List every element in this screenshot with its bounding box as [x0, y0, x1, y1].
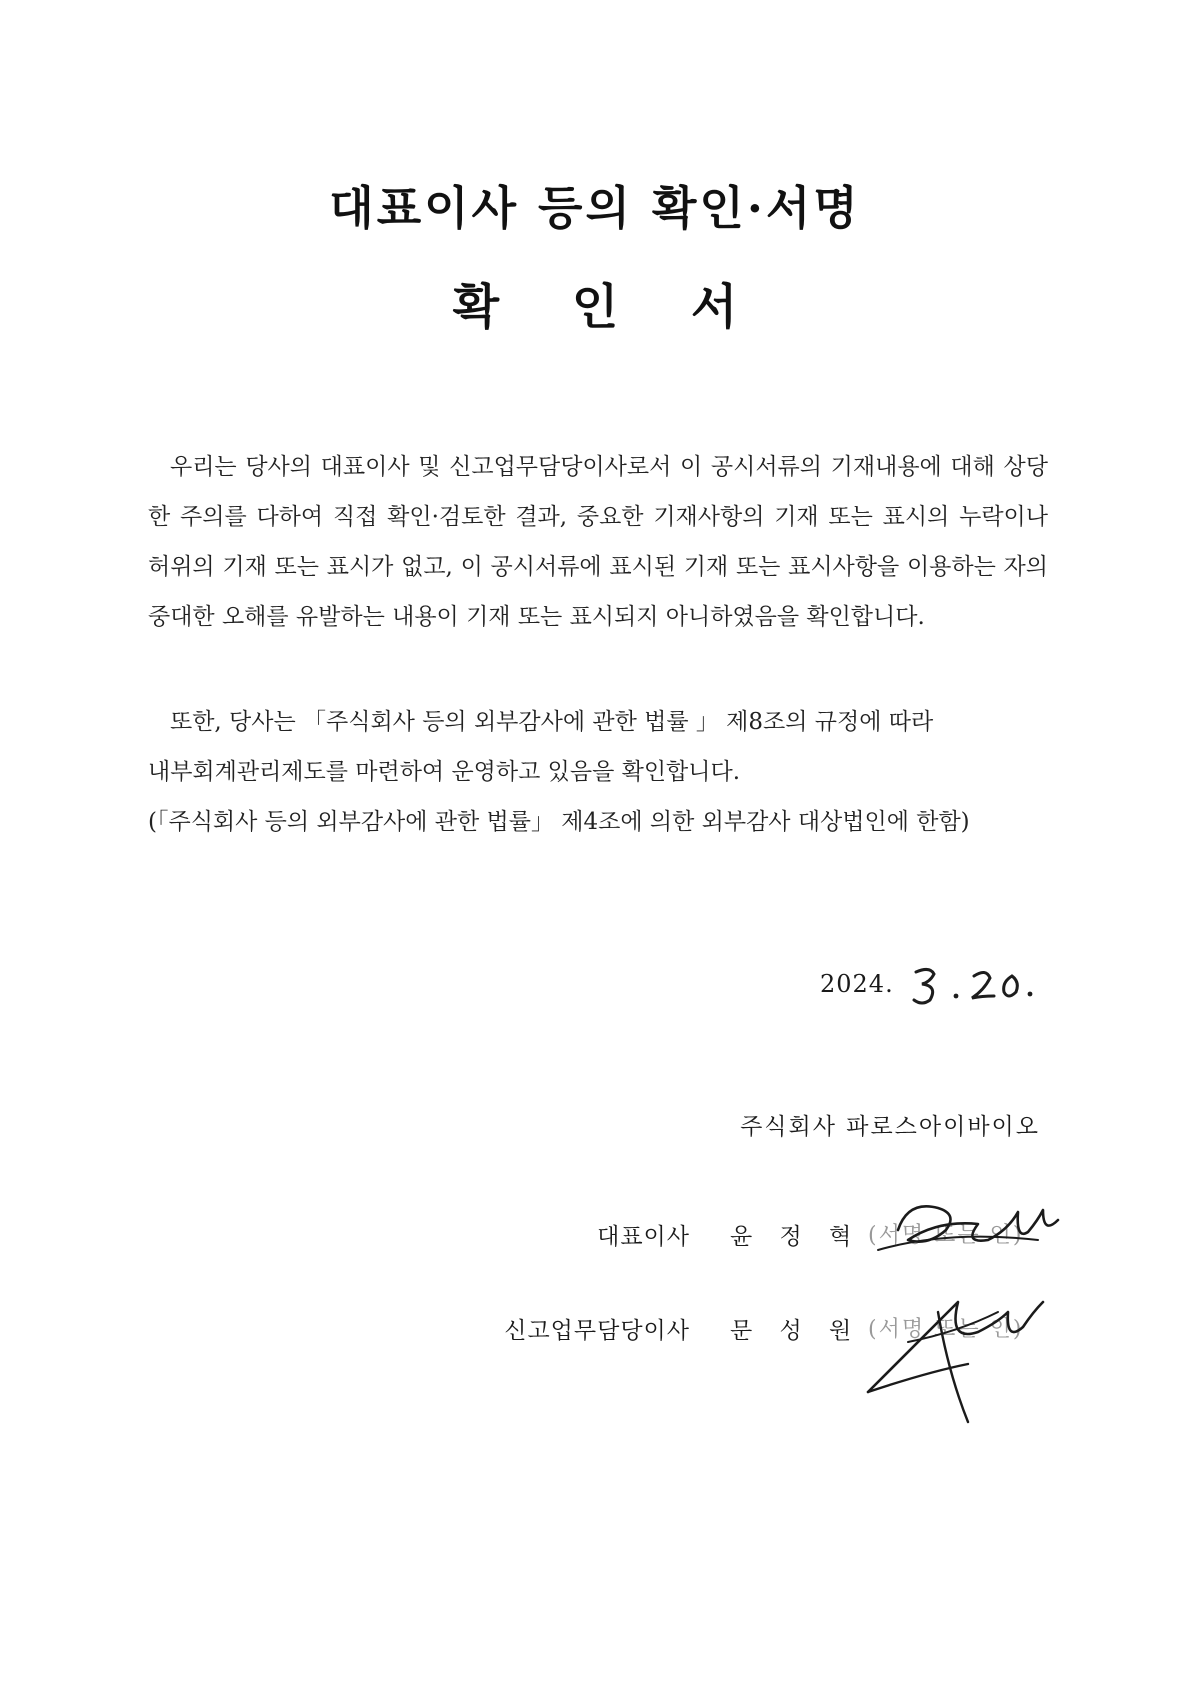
signer-role: 대표이사 [597, 1224, 690, 1250]
signer-name: 윤 정 혁 [730, 1224, 862, 1250]
signer-name: 문 성 원 [730, 1318, 862, 1344]
paragraph2-line2: 내부회계관리제도를 마련하여 운영하고 있음을 확인합니다. [148, 759, 741, 785]
company-name: 주식회사 파로스아이바이오 [740, 1114, 1040, 1140]
handwritten-date [908, 960, 1038, 1010]
document-subtitle: 확 인 서 [452, 279, 766, 335]
paragraph-confirmation: 우리는 당사의 대표이사 및 신고업무담당이사로서 이 공시서류의 기재내용에 대해 상당한 주의를 다하여 직접 확인·검토한 결과, 중요한 기재사항의 기재 또는 표시의 누락이나 허위의 기재 또는 표시가 없고, 이 공시서류에 표시된 기재 또는 표시사항을 이용하는 자의 중대한 오해를 유발하는 내용이 기재 또는 표시되지 아니하였음을 확인합니다. [148, 454, 1048, 630]
signature-placeholder: (서명 또는 인) [868, 1223, 1024, 1248]
paragraph-internal-control [148, 697, 1048, 847]
date-year: 2024. [820, 970, 894, 998]
signer-role: 신고업무담당이사 [504, 1318, 690, 1344]
date [820, 960, 1040, 1010]
signer-disclosure-director [0, 1312, 1190, 1362]
signature-ceo [868, 1190, 1068, 1270]
paragraph2-line1: 또한, 당사는 「주식회사 등의 외부감사에 관한 법률 」 제8조의 규정에 따라 [170, 709, 934, 735]
paragraph2-line3: (「주식회사 등의 외부감사에 관한 법률」 제4조에 의한 외부감사 대상법인에 한함) [148, 809, 970, 835]
signer-ceo [0, 1218, 1190, 1268]
signature-disclosure-director [848, 1272, 1048, 1432]
signature-placeholder: (서명 또는 인) [868, 1317, 1024, 1342]
document-title: 대표이사 등의 확인·서명 [329, 181, 861, 235]
